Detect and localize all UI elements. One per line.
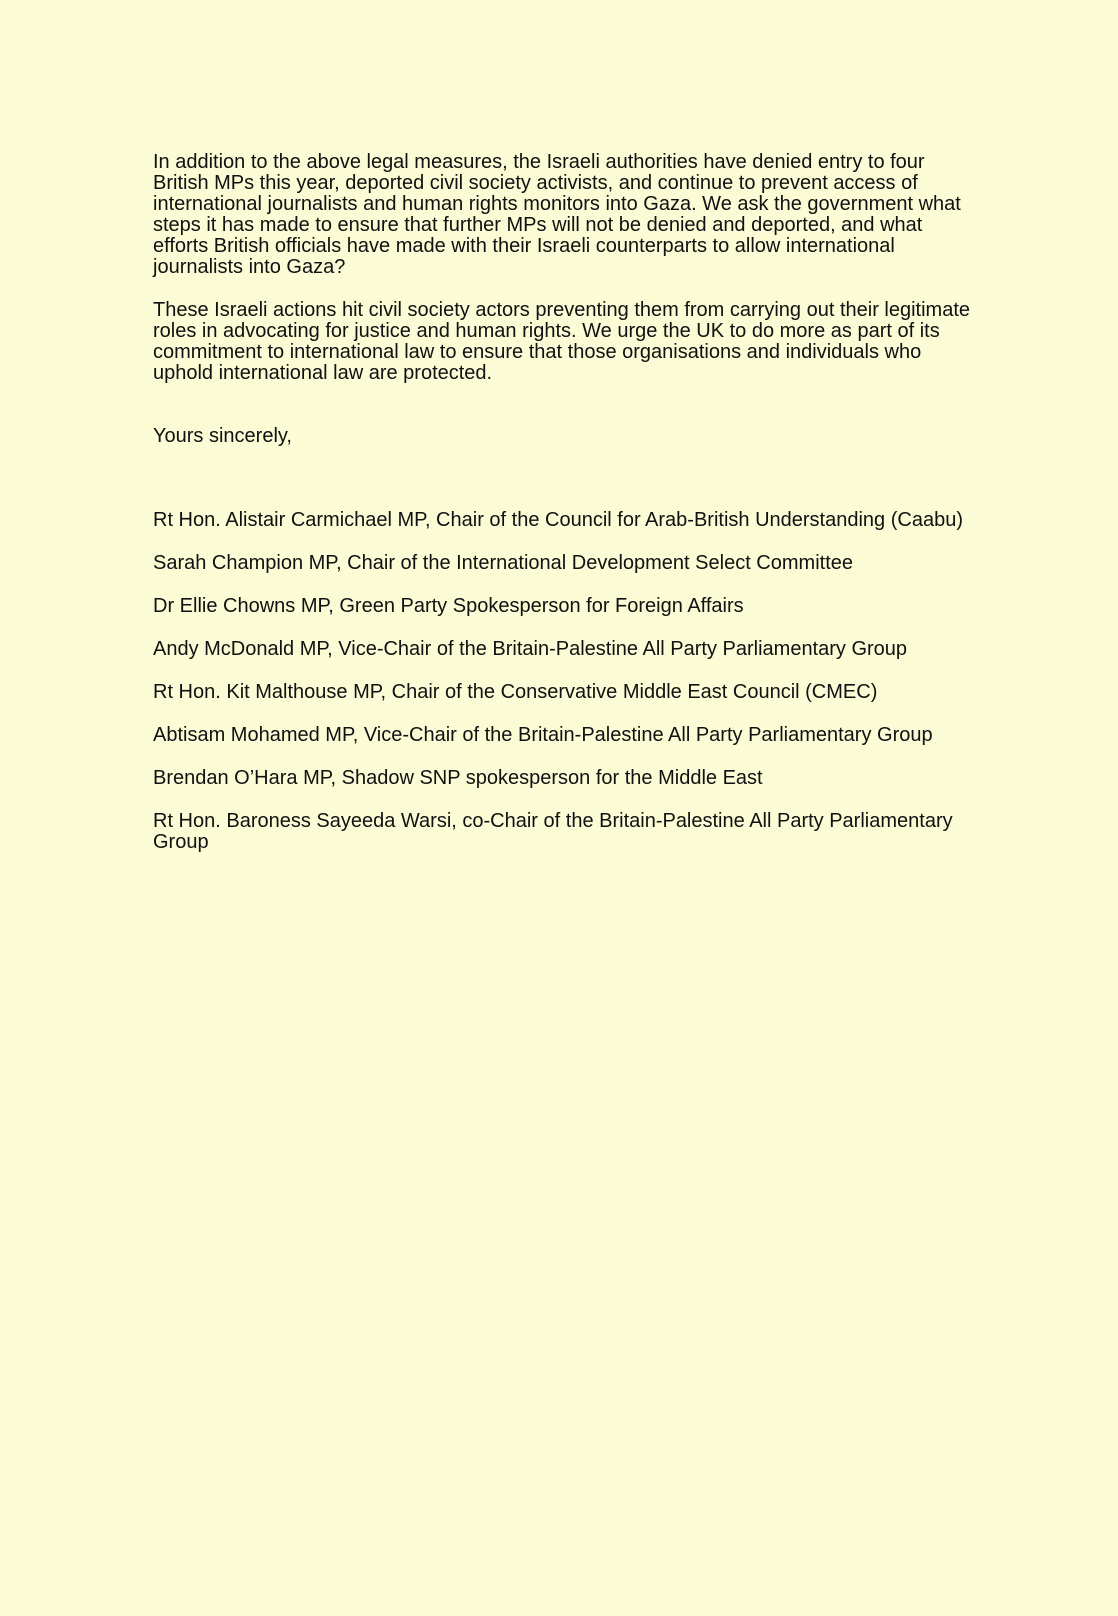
signatory: Rt Hon. Baroness Sayeeda Warsi, co-Chair of the Britain-Palestine All Party Parliamentary Group [153,810,953,853]
signatory: Rt Hon. Alistair Carmichael MP, Chair of the Council for Arab-British Understanding (Caabu) [153,509,963,531]
closing-salutation: Yours sincerely, [153,425,292,447]
signatory: Abtisam Mohamed MP, Vice-Chair of the Britain-Palestine All Party Parliamentary Group [153,724,933,746]
letter-page [153,152,983,853]
letter-body [153,152,983,384]
signatory: Brendan O’Hara MP, Shadow SNP spokesperson for the Middle East [153,767,763,789]
signatory: Dr Ellie Chowns MP, Green Party Spokesperson for Foreign Affairs [153,595,744,617]
signatory-list [153,510,983,853]
signatory: Rt Hon. Kit Malthouse MP, Chair of the Conservative Middle East Council (CMEC) [153,681,878,703]
signatory: Sarah Champion MP, Chair of the International Development Select Committee [153,552,853,574]
body-paragraph: In addition to the above legal measures, the Israeli authorities have denied entry to four British MPs this year, deported civil society activists, and continue to prevent access of international journalists and human rights monitors into Gaza. We ask the government what steps it has made to ensure that further MPs will not be denied and deported, and what efforts British officials have made with their Israeli counterparts to allow international journalists into Gaza? [153,151,961,278]
signatory: Andy McDonald MP, Vice-Chair of the Britain-Palestine All Party Parliamentary Group [153,638,908,660]
body-paragraph: These Israeli actions hit civil society actors preventing them from carrying out their legitimate roles in advocating for justice and human rights. We urge the UK to do more as part of its commitment to international law to ensure that those organisations and individuals who uphold international law are protected. [153,299,971,384]
